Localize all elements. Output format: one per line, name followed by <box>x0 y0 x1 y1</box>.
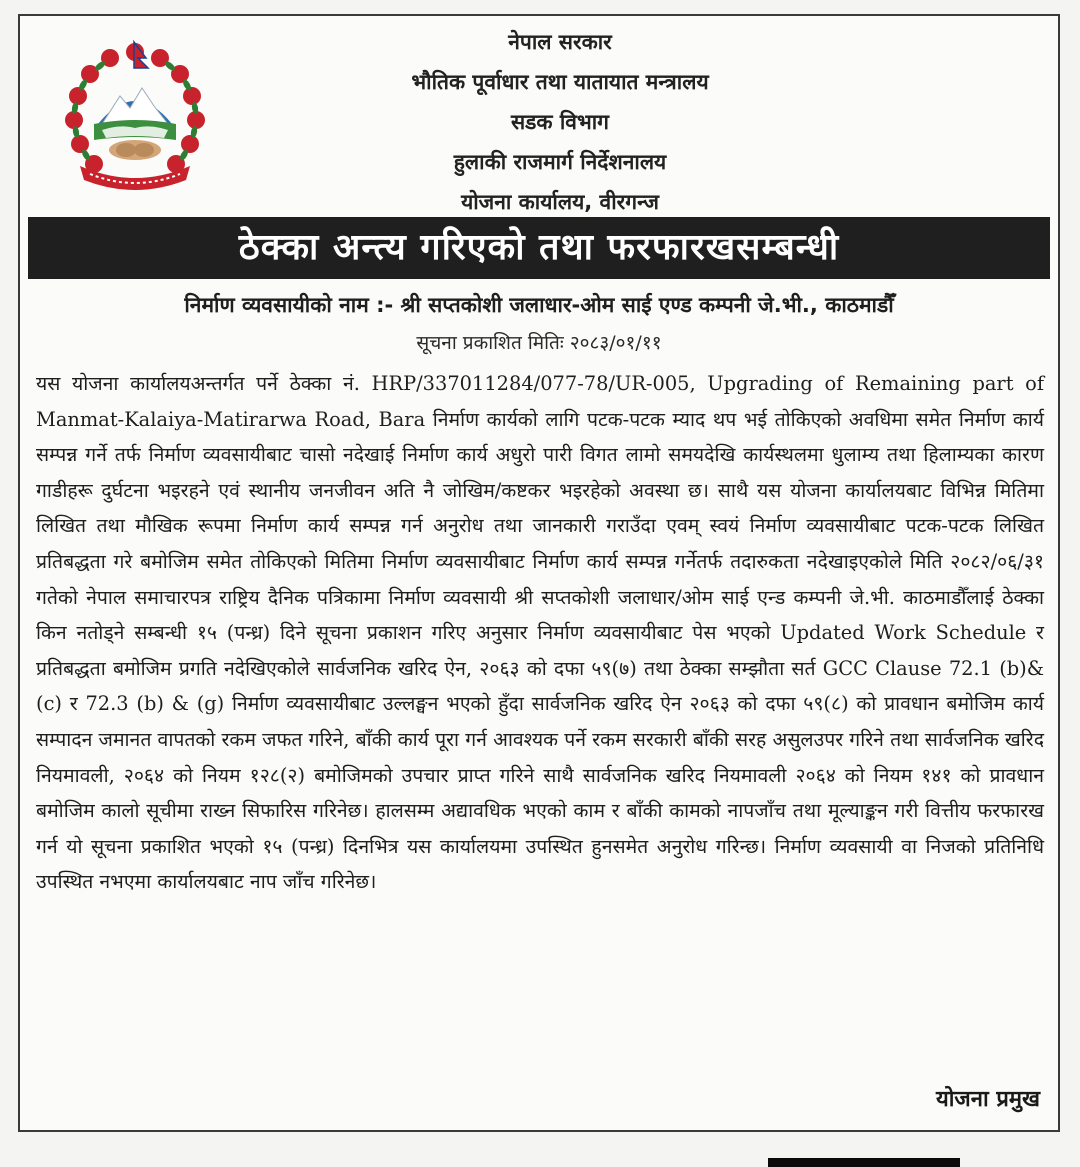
office-header <box>250 22 870 222</box>
header-line-department: सडक विभाग <box>510 110 609 134</box>
signatory-title: योजना प्रमुख <box>935 1087 1040 1112</box>
published-date: सूचना प्रकाशित मितिः २०८३/०१/११ <box>416 332 662 354</box>
header-line-ministry: भौतिक पूर्वाधार तथा यातायात मन्त्रालय <box>411 70 709 94</box>
header-line-government: नेपाल सरकार <box>508 30 612 54</box>
nepal-government-emblem-icon <box>50 38 220 198</box>
notice-body: यस योजना कार्यालयअन्तर्गत पर्ने ठेक्का नं. HRP/337011284/077-78/UR-005, Upgrading of Remaining part of Manmat-Kalaiya-Matirarwa Road, Bara निर्माण कार्यको लागि पटक-पटक म्याद थप भई तोकिएको अवधिमा समेत निर्माण कार्य सम्पन्न गर्ने तर्फ निर्माण व्यवसायीबाट चासो नदेखाई निर्माण कार्य अधुरो पारी विगत लामो समयदेखि कार्यस्थलमा धुलाम्य तथा हिलाम्यका कारण गाडीहरू दुर्घटना भइरहने एवं स्थानीय जनजीवन अति नै जोखिम/कष्टकर भइरहेको अवस्था छ। साथै यस योजना कार्यालयबाट विभिन्न मितिमा लिखित तथा मौखिक रूपमा निर्माण कार्य सम्पन्न गर्न अनुरोध तथा जानकारी गराउँदा एवम् स्वयं निर्माण व्यवसायीबाट पटक-पटक लिखित प्रतिबद्धता गरे बमोजिम समेत तोकिएको मितिमा निर्माण व्यवसायीबाट निर्माण कार्य सम्पन्न गर्नेतर्फ तदारुकता नदेखाइएकोले मिति २०८२/०६/३१ गतेको नेपाल समाचारपत्र राष्ट्रिय दैनिक पत्रिकामा निर्माण व्यवसायी श्री सप्तकोशी जलाधार/ओम साई एन्ड कम्पनी जे.भी. काठमाडौँलाई ठेक्का किन नतोड्ने सम्बन्धी १५ (पन्ध्र) दिने सूचना प्रकाशन गरिए अनुसार निर्माण व्यवसायीबाट पेस भएको Updated Work Schedule र प्रतिबद्धता बमोजिम प्रगति नदेखिएकोले सार्वजनिक खरिद ऐन, २०६३ को दफा ५९(७) तथा ठेक्का सम्झौता सर्त GCC Clause 72.1 (b)&(c) र 72.3 (b) & (g) निर्माण व्यवसायीबाट उल्लङ्घन भएको हुँदा सार्वजनिक खरिद ऐन २०६३ को दफा ५९(८) को प्रावधान बमोजिम कार्य सम्पादन जमानत वापतको रकम जफत गरिने, बाँकी कार्य पूरा गर्न आवश्यक पर्ने रकम सरकारी बाँकी सरह असुलउपर गरिने तथा सार्वजनिक खरिद नियमावली, २०६४ को नियम १२८(२) बमोजिमको उपचार प्राप्त गरिने साथै सार्वजनिक खरिद नियमावली २०६४ को नियम १४१ को प्रावधान बमोजिम कालो सूचीमा राख्न सिफारिस गरिनेछ। हालसम्म अद्यावधिक भएको काम र बाँकी कामको नापजाँच तथा मूल्याङ्कन गरी वित्तीय फरफारख गर्न यो सूचना प्रकाशित भएको १५ (पन्ध्र) दिनभित्र यस कार्यालयमा उपस्थित हुनसमेत अनुरोध गरिन्छ। निर्माण व्यवसायी वा निजको प्रतिनिधि उपस्थित नभएमा कार्यालयबाट नाप जाँच गरिनेछ। <box>36 372 1044 894</box>
public-notice <box>18 14 1060 1132</box>
contractor-name: निर्माण व्यवसायीको नाम :- श्री सप्तकोशी जलाधार-ओम साई एण्ड कम्पनी जे.भी., काठमाडौँ <box>184 293 894 317</box>
black-strip <box>768 1158 960 1167</box>
header-line-office: योजना कार्यालय, वीरगन्ज <box>461 190 659 214</box>
header-line-directorate: हुलाकी राजमार्ग निर्देशनालय <box>453 150 667 174</box>
notice-title: ठेक्का अन्त्य गरिएको तथा फरफारखसम्बन्धी <box>28 217 1050 279</box>
